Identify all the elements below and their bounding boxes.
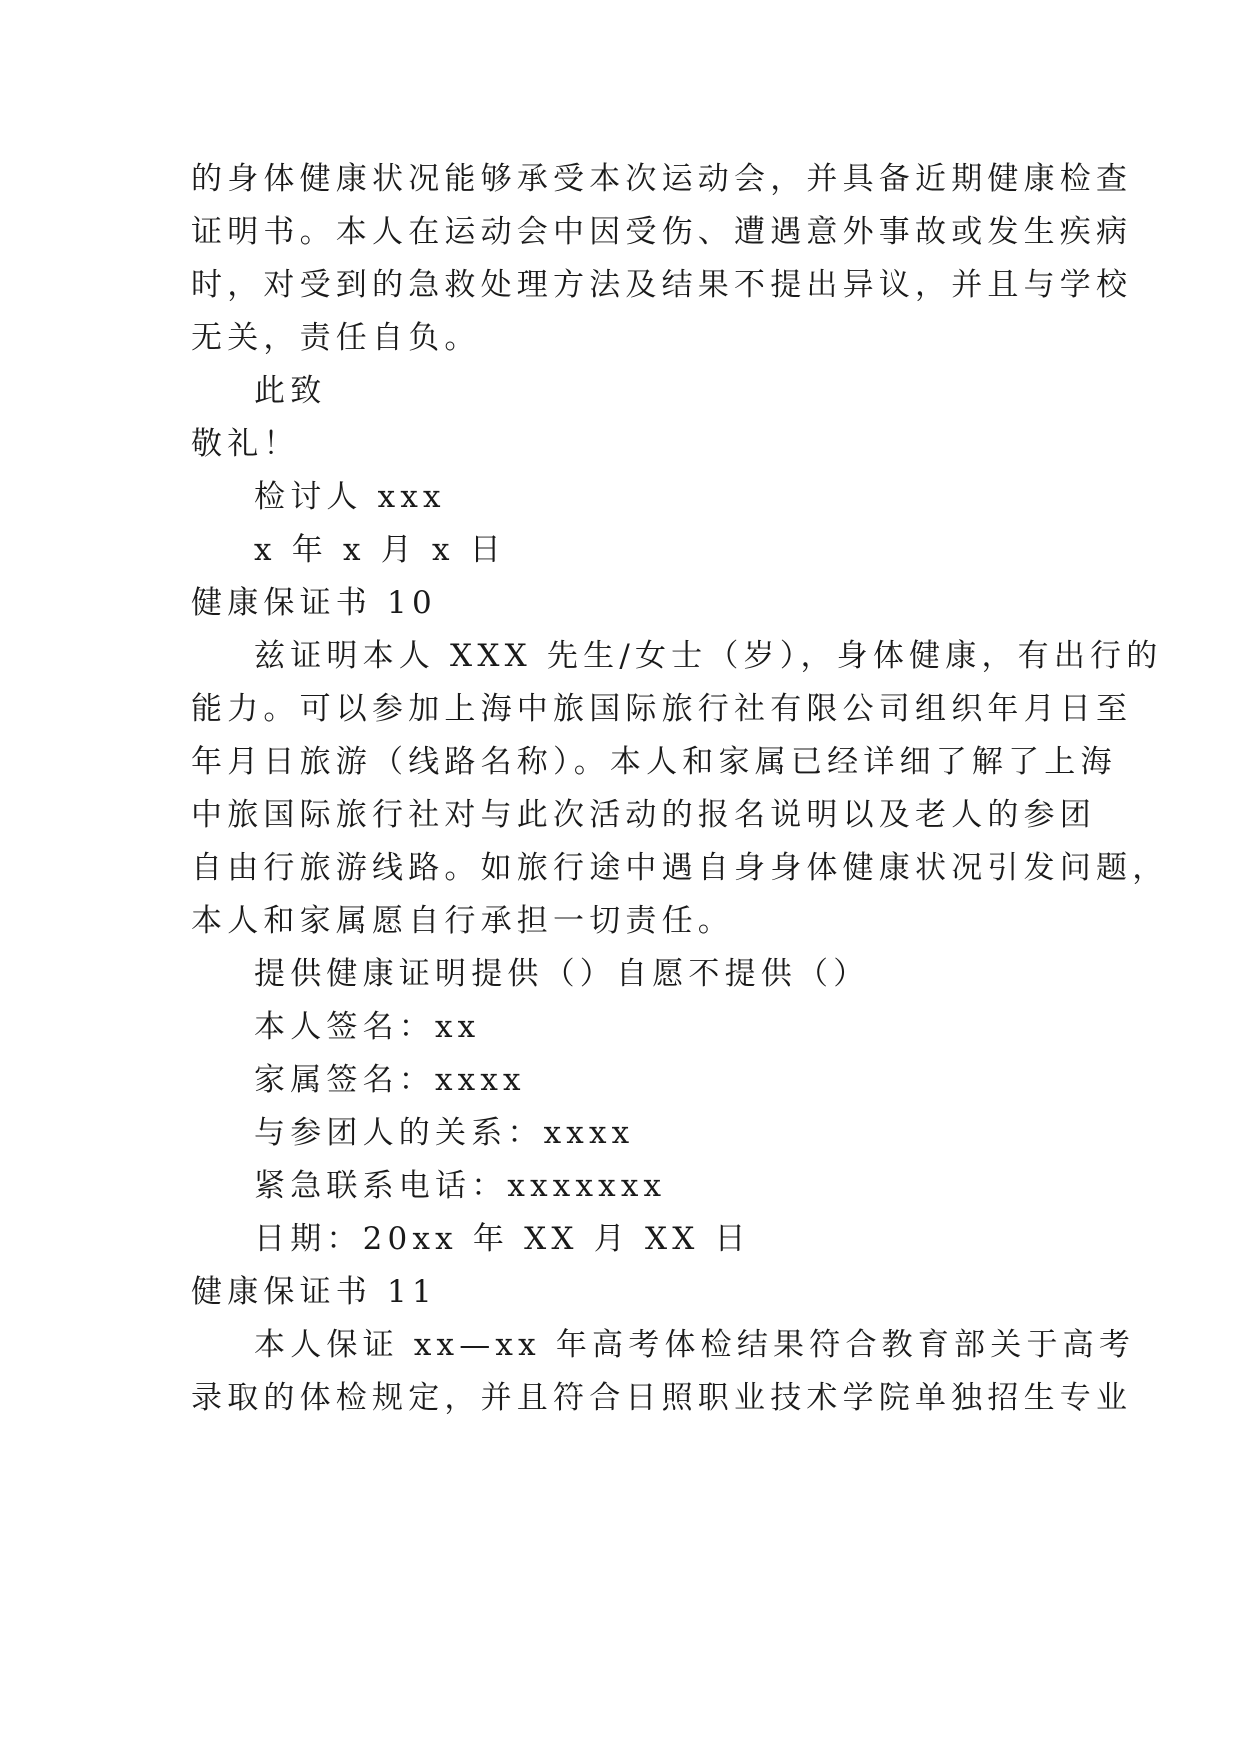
paragraph-line: 录取的体检规定，并且符合日照职业技术学院单独招生专业	[191, 1380, 1133, 1416]
section-heading: 健康保证书 11	[191, 1274, 437, 1310]
date-line: x 年 x 月 x 日	[254, 532, 506, 568]
date-line: 日期：20xx 年 XX 月 XX 日	[254, 1221, 751, 1257]
paragraph-line: 年月日旅游（线路名称）。本人和家属已经详细了解了上海	[191, 744, 1117, 780]
form-line: 紧急联系电话：xxxxxxx	[254, 1168, 667, 1204]
paragraph-line: 时，对受到的急救处理方法及结果不提出异议，并且与学校	[191, 267, 1133, 303]
salutation-line: 敬礼！	[191, 426, 300, 462]
form-line: 本人签名：xx	[254, 1009, 481, 1045]
paragraph-line: 的身体健康状况能够承受本次运动会，并具备近期健康检查	[191, 161, 1133, 197]
form-line: 家属签名：xxxx	[254, 1062, 526, 1098]
paragraph-line: 兹证明本人 XXX 先生/女士（岁），身体健康，有出行的	[254, 638, 1163, 674]
paragraph-line: 中旅国际旅行社对与此次活动的报名说明以及老人的参团	[191, 797, 1096, 833]
form-line: 与参团人的关系：xxxx	[254, 1115, 635, 1151]
paragraph-line: 能力。可以参加上海中旅国际旅行社有限公司组织年月日至	[191, 691, 1133, 727]
paragraph-line: 证明书。本人在运动会中因受伤、遭遇意外事故或发生疾病	[191, 214, 1133, 250]
paragraph-line: 无关，责任自负。	[191, 320, 481, 356]
signature-line: 检讨人 xxx	[254, 479, 446, 515]
paragraph-line: 自由行旅游线路。如旅行途中遇自身身体健康状况引发问题，	[191, 850, 1169, 886]
section-heading: 健康保证书 10	[191, 585, 437, 621]
form-line: 提供健康证明提供（）自愿不提供（）	[254, 956, 870, 992]
salutation-line: 此致	[254, 373, 327, 409]
paragraph-line: 本人保证 xx—xx 年高考体检结果符合教育部关于高考	[254, 1327, 1136, 1363]
paragraph-line: 本人和家属愿自行承担一切责任。	[191, 903, 734, 939]
